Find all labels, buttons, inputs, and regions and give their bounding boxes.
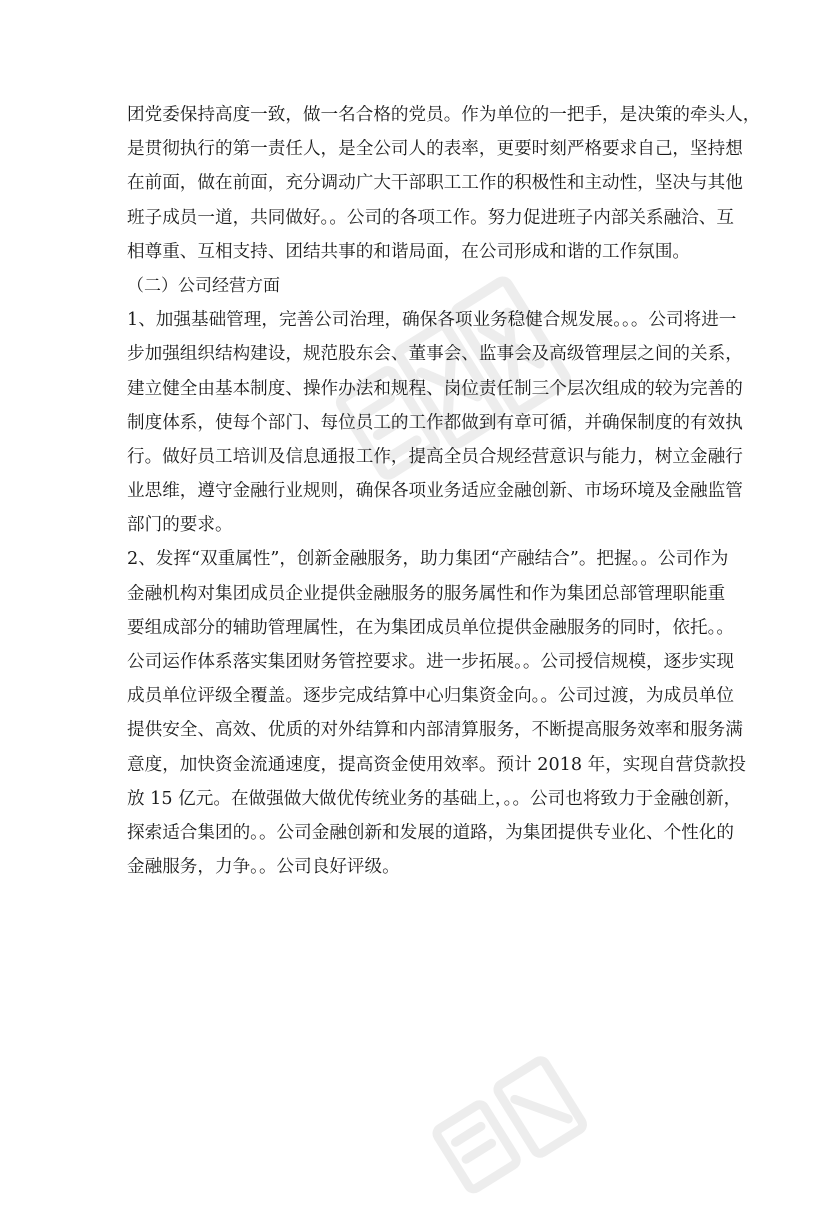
text-line: 放 15 亿元。在做强做大做优传统业务的基础上，。。公司也将致力于金融创新， [127,788,742,809]
text-line: 金融机构对集团成员企业提供金融服务的服务属性和作为集团总部管理职能重 [127,583,726,604]
text-line: 团党委保持高度一致，做一名合格的党员。作为单位的一把手，是决策的牵头人， [127,105,761,125]
document-body [127,98,761,884]
text-line: 提供安全、高效、优质的对外结算和内部清算服务，不断提高服务效率和服务满 [127,720,743,741]
text-line: 制度体系，使每个部门、每位员工的工作都做到有章可循，并确保制度的有效执 [127,412,743,433]
text-line: 意度，加快资金流通速度，提高资金使用效率。预计 2018 年，实现自营贷款投 [127,754,746,775]
text-line: 行。做好员工培训及信息通报工作，提高全员合规经营意识与能力，树立金融行 [127,446,743,467]
text-line: 公司运作体系落实集团财务管控要求。进一步拓展。。公司授信规模，逐步实现 [127,652,734,672]
text-line: 业思维，遵守金融行业规则，确保各项业务适应金融创新、市场环境及金融监管 [127,481,743,502]
watermark-logo-partial [407,1030,613,1210]
text-line: 步加强组织结构建设，规范股东会、董事会、监事会及高级管理层之间的关系， [127,344,743,365]
text-line: 探索适合集团的。。公司金融创新和发展的道路，为集团提供专业化、个性化的 [127,822,734,843]
text-line: 建立健全由基本制度、操作办法和规程、岗位责任制三个层次组成的较为完善的 [127,378,743,399]
text-line: 金融服务，力争。。公司良好评级。 [127,857,400,878]
text-line: 部门的要求。 [127,515,233,536]
text-line: 成员单位评级全覆盖。逐步完成结算中心归集资金向。。公司过渡，为成员单位 [127,686,734,707]
text-line: 在前面，做在前面，充分调动广大干部职工工作的积极性和主动性，坚决与其他 [127,173,743,194]
section-heading: （二）公司经营方面 [127,275,280,296]
text-line: 要组成部分的辅助管理属性，在为集团成员单位提供金融服务的同时，依托。。 [127,617,734,638]
text-line: 相尊重、互相支持、团结共事的和谐局面，在公司形成和谐的工作氛围。 [127,241,691,262]
text-line: 1、加强基础管理，完善公司治理，确保各项业务稳健合规发展。。。公司将进一 [127,310,737,331]
text-line: 2、发挥“双重属性”，创新金融服务，助力集团“产融结合”。把握。。公司作为 [127,549,729,570]
text-line: 班子成员一道，共同做好。。公司的各项工作。努力促进班子内部关系融洽、互 [127,207,734,228]
text-line: 是贯彻执行的第一责任人，是全公司人的表率，更要时刻严格要求自己，坚持想 [127,139,743,160]
